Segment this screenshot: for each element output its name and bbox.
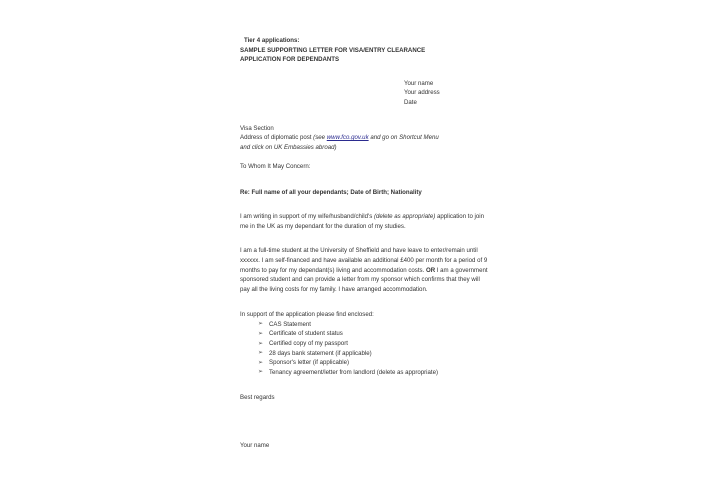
arrow-bullet-icon: ➢ — [258, 330, 264, 338]
arrow-bullet-icon: ➢ — [258, 339, 264, 347]
list-item-label: Tenancy agreement/letter from landlord (delete as appropriate) — [269, 368, 439, 376]
recipient-address-block — [240, 124, 490, 153]
shortcut-menu-text: and go on Shortcut Menu — [368, 134, 439, 142]
list-item — [258, 339, 490, 349]
recipient-line-visa-section: Visa Section — [240, 124, 274, 132]
list-item-label: CAS Statement — [269, 320, 311, 328]
tier-applications-heading: Tier 4 applications: — [244, 37, 300, 44]
list-item — [258, 358, 490, 368]
recipient-line-embassies: and click on UK Embassies abroad) — [240, 143, 337, 151]
document-title-line-1: SAMPLE SUPPORTING LETTER FOR VISA/ENTRY CLEARANCE — [240, 46, 426, 54]
subject-line: Re: Full name of all your dependants; Date of Birth; Nationality — [240, 188, 422, 196]
closing-salutation: Best regards — [240, 394, 275, 402]
salutation: To Whom It May Concern: — [240, 162, 311, 170]
paragraph-1-part-2: application to join me in the UK as my dependant for the duration of my studies. — [240, 213, 485, 230]
arrow-bullet-icon: ➢ — [258, 368, 264, 376]
paragraph-1-part-1: I am writing in support of my wife/husband/child's — [240, 213, 374, 221]
fco-website-link[interactable]: www.fco.gov.uk — [326, 134, 369, 142]
list-item — [258, 320, 490, 330]
recipient-line-diplomatic-post — [240, 133, 490, 143]
list-item — [258, 349, 490, 359]
paren-open-text: (see — [313, 134, 327, 142]
enclosures-intro: In support of the application please find enclosed: — [240, 311, 374, 319]
list-item-label: 28 days bank statement (if applicable) — [269, 349, 372, 357]
arrow-bullet-icon: ➢ — [258, 358, 264, 366]
paragraph-2-or-emphasis: OR — [425, 266, 436, 274]
paragraph-support-statement — [240, 212, 490, 231]
paragraph-1-italic-note: (delete as appropriate) — [373, 213, 436, 221]
enclosures-list — [240, 320, 490, 378]
sender-name: Your name — [404, 79, 434, 87]
list-item-label: Certified copy of my passport — [269, 340, 348, 348]
document-title-line-2: APPLICATION FOR DEPENDANTS — [240, 56, 340, 64]
paragraph-2-part-1: I am a full-time student at the University of Sheffield and have leave to enter/remain until xxxxxx. I am self-financed and have available an additional £400 per month for a period of 9 months to pay for my dependant(s) living and accommodation costs. — [240, 247, 488, 274]
sender-address-block — [240, 79, 490, 108]
signature-name: Your name — [240, 442, 270, 450]
paragraph-financial-statement — [240, 246, 490, 294]
arrow-bullet-icon: ➢ — [258, 320, 264, 328]
sender-date: Date — [404, 98, 417, 106]
arrow-bullet-icon: ➢ — [258, 349, 264, 357]
letter-body — [240, 36, 490, 451]
list-item — [258, 368, 490, 378]
list-item — [258, 329, 490, 339]
list-item-label: Sponsor's letter (if applicable) — [269, 359, 350, 367]
list-item-label: Certificate of student status — [269, 330, 343, 338]
sender-address: Your address — [404, 89, 440, 97]
paragraph-2-part-2: I am a government sponsored student and can provide a letter from my sponsor which confirms that they will pay all the living costs for my family. I have arranged accommodation. — [240, 266, 488, 293]
diplomatic-post-text: Address of diplomatic post — [240, 134, 314, 142]
